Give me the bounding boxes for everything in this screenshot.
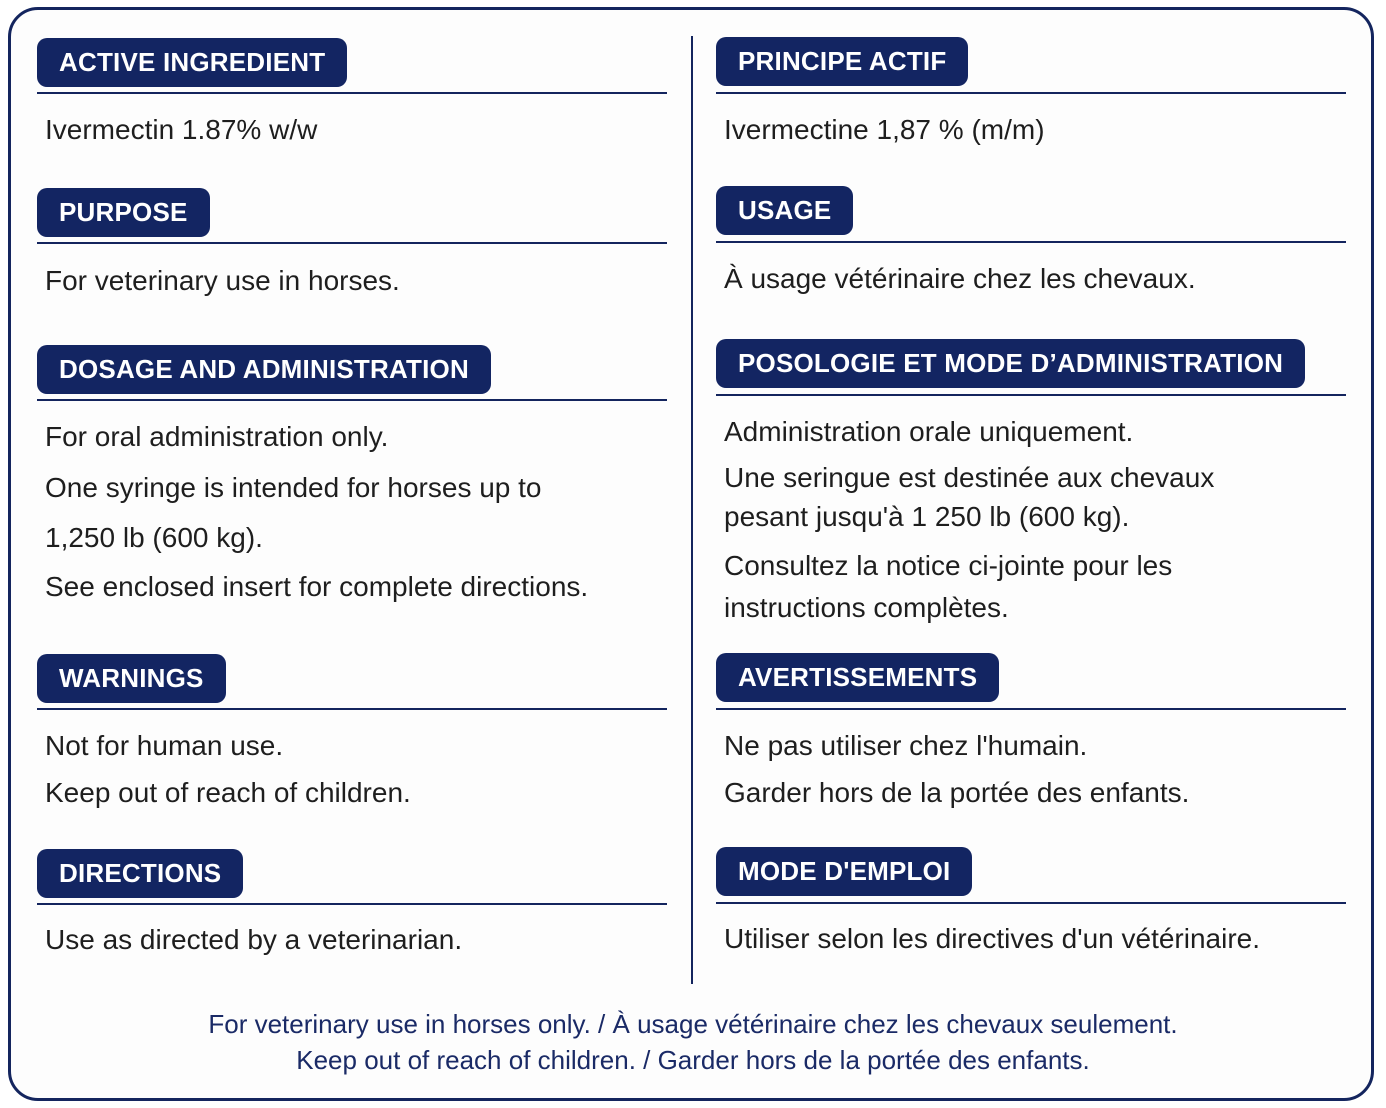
column-divider — [691, 36, 693, 984]
heading-directions-en: DIRECTIONS — [37, 849, 243, 898]
text-dosage-fr-4: Consultez la notice ci-jointe pour les — [724, 550, 1173, 581]
heading-dosage-fr: POSOLOGIE ET MODE D’ADMINISTRATION — [716, 339, 1305, 388]
heading-warnings-en: WARNINGS — [37, 654, 226, 703]
text-dosage-en-1: For oral administration only. — [45, 421, 389, 452]
text-dosage-fr-3: pesant jusqu'à 1 250 lb (600 kg). — [724, 501, 1130, 532]
section-rule — [716, 394, 1346, 396]
section-rule — [37, 92, 667, 94]
section-rule — [716, 241, 1346, 243]
text-warnings-fr-2: Garder hors de la portée des enfants. — [724, 777, 1190, 808]
text-active-ingredient-en: Ivermectin 1.87% w/w — [45, 114, 318, 145]
text-dosage-en-3: 1,250 lb (600 kg). — [45, 522, 263, 553]
section-rule — [37, 242, 667, 244]
section-rule — [716, 708, 1346, 710]
heading-purpose-fr: USAGE — [716, 186, 853, 235]
section-rule — [37, 399, 667, 401]
text-warnings-en-1: Not for human use. — [45, 730, 284, 761]
text-purpose-fr: À usage vétérinaire chez les chevaux. — [724, 263, 1196, 294]
heading-warnings-fr: AVERTISSEMENTS — [716, 653, 999, 702]
footer-line-2: Keep out of reach of children. / Garder hors de la portée des enfants. — [296, 1045, 1090, 1075]
section-rule — [37, 708, 667, 710]
heading-dosage-en: DOSAGE AND ADMINISTRATION — [37, 345, 491, 394]
text-purpose-en: For veterinary use in horses. — [45, 265, 400, 296]
heading-active-ingredient-en: ACTIVE INGREDIENT — [37, 38, 347, 87]
section-rule — [716, 902, 1346, 904]
text-dosage-fr-1: Administration orale uniquement. — [724, 416, 1134, 447]
text-dosage-fr-5: instructions complètes. — [724, 592, 1009, 623]
heading-active-ingredient-fr: PRINCIPE ACTIF — [716, 37, 968, 86]
text-warnings-en-2: Keep out of reach of children. — [45, 777, 411, 808]
text-directions-en: Use as directed by a veterinarian. — [45, 924, 463, 955]
text-dosage-en-4: See enclosed insert for complete directions. — [45, 571, 589, 602]
text-warnings-fr-1: Ne pas utiliser chez l'humain. — [724, 730, 1088, 761]
heading-purpose-en: PURPOSE — [37, 188, 210, 237]
text-dosage-fr-2: Une seringue est destinée aux chevaux — [724, 462, 1215, 493]
heading-directions-fr: MODE D'EMPLOI — [716, 847, 972, 896]
section-rule — [716, 92, 1346, 94]
text-directions-fr: Utiliser selon les directives d'un vétérinaire. — [724, 923, 1261, 954]
section-rule — [37, 903, 667, 905]
footer-line-1: For veterinary use in horses only. / À usage vétérinaire chez les chevaux seulement. — [208, 1009, 1178, 1039]
text-active-ingredient-fr: Ivermectine 1,87 % (m/m) — [724, 114, 1045, 145]
text-dosage-en-2: One syringe is intended for horses up to — [45, 472, 542, 503]
